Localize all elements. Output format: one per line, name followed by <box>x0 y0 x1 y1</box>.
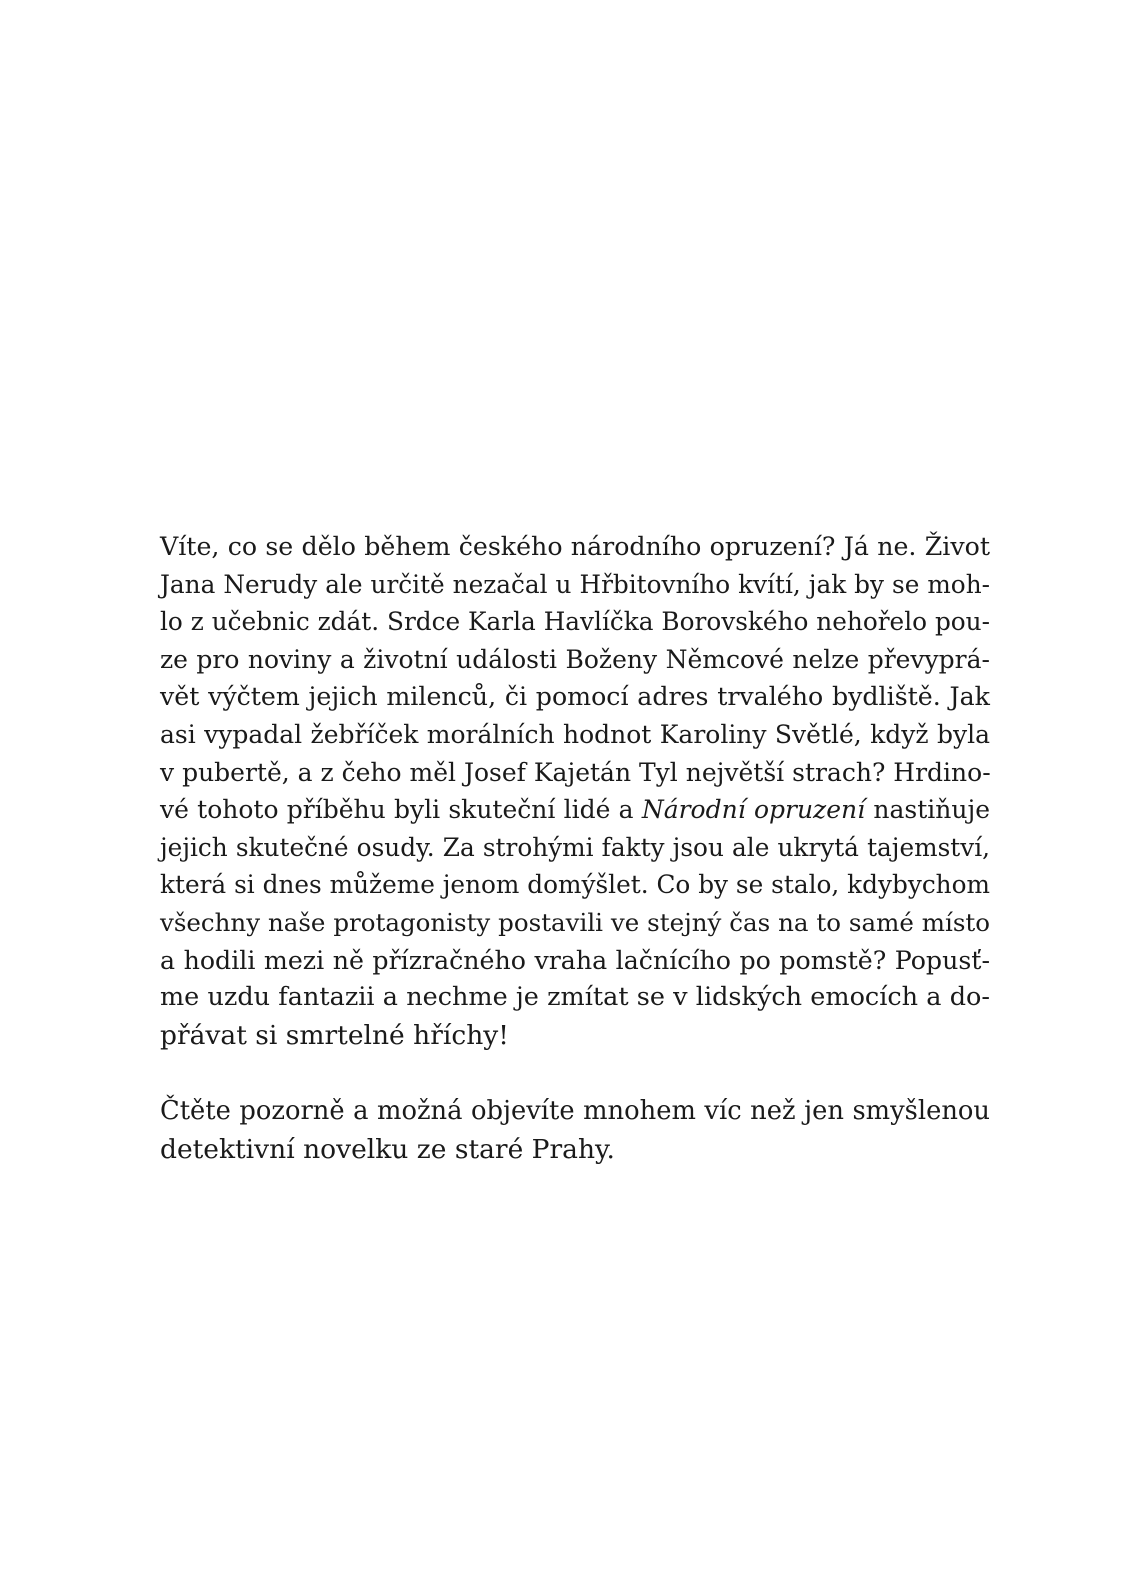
text-line: která si dnes můžeme jenom domýšlet. Co by se stalo, kdybychom <box>160 870 990 900</box>
text-line: detektivní novelku ze staré Prahy. <box>160 1133 615 1165</box>
book-title-italic: Národní opruzení <box>641 795 866 825</box>
text-fragment: nastiňuje <box>865 795 991 825</box>
text-line: a hodili mezi ně přízračného vraha lačnícího po pomstě? Popusť- <box>160 945 990 975</box>
text-line: v pubertě, a z čeho měl Josef Kajetán Tyl největší strach? Hrdino- <box>160 757 991 787</box>
body-text <box>160 528 990 1169</box>
text-line: ze pro noviny a životní události Boženy Němcové nelze převyprá- <box>160 644 990 674</box>
text-line: lo z učebnic zdát. Srdce Karla Havlíčka Borovského nehořelo pou- <box>160 607 990 637</box>
text-line: Jana Nerudy ale určitě nezačal u Hřbitovního kvítí, jak by se moh- <box>160 569 990 599</box>
text-line: me uzdu fantazii a nechme je zmítat se v lidských emocích a do- <box>160 982 990 1013</box>
text-fragment: vé tohoto příběhu byli skuteční lidé a <box>160 795 642 825</box>
text-line: Víte, co se dělo během českého národního opruzení? Já ne. Život <box>160 532 990 561</box>
text-line-with-title <box>160 791 990 829</box>
text-line: všechny naše protagonisty postavili ve stejný čas na to samé místo <box>160 907 990 937</box>
text-line: Čtěte pozorně a možná objevíte mnohem víc než jen smyšlenou <box>160 1096 990 1127</box>
text-line: vět výčtem jejich milenců, či pomocí adres trvalého bydliště. Jak <box>160 682 990 712</box>
paragraph-closing <box>160 1093 990 1168</box>
text-line: asi vypadal žebříček morálních hodnot Karoliny Světlé, když byla <box>160 719 990 749</box>
text-line: jejich skutečné osudy. Za strohými fakty jsou ale ukrytá tajemství, <box>160 832 990 862</box>
text-line: přávat si smrtelné hříchy! <box>160 1019 509 1051</box>
paragraph-intro <box>160 528 990 1054</box>
paragraph-gap <box>160 1054 990 1093</box>
